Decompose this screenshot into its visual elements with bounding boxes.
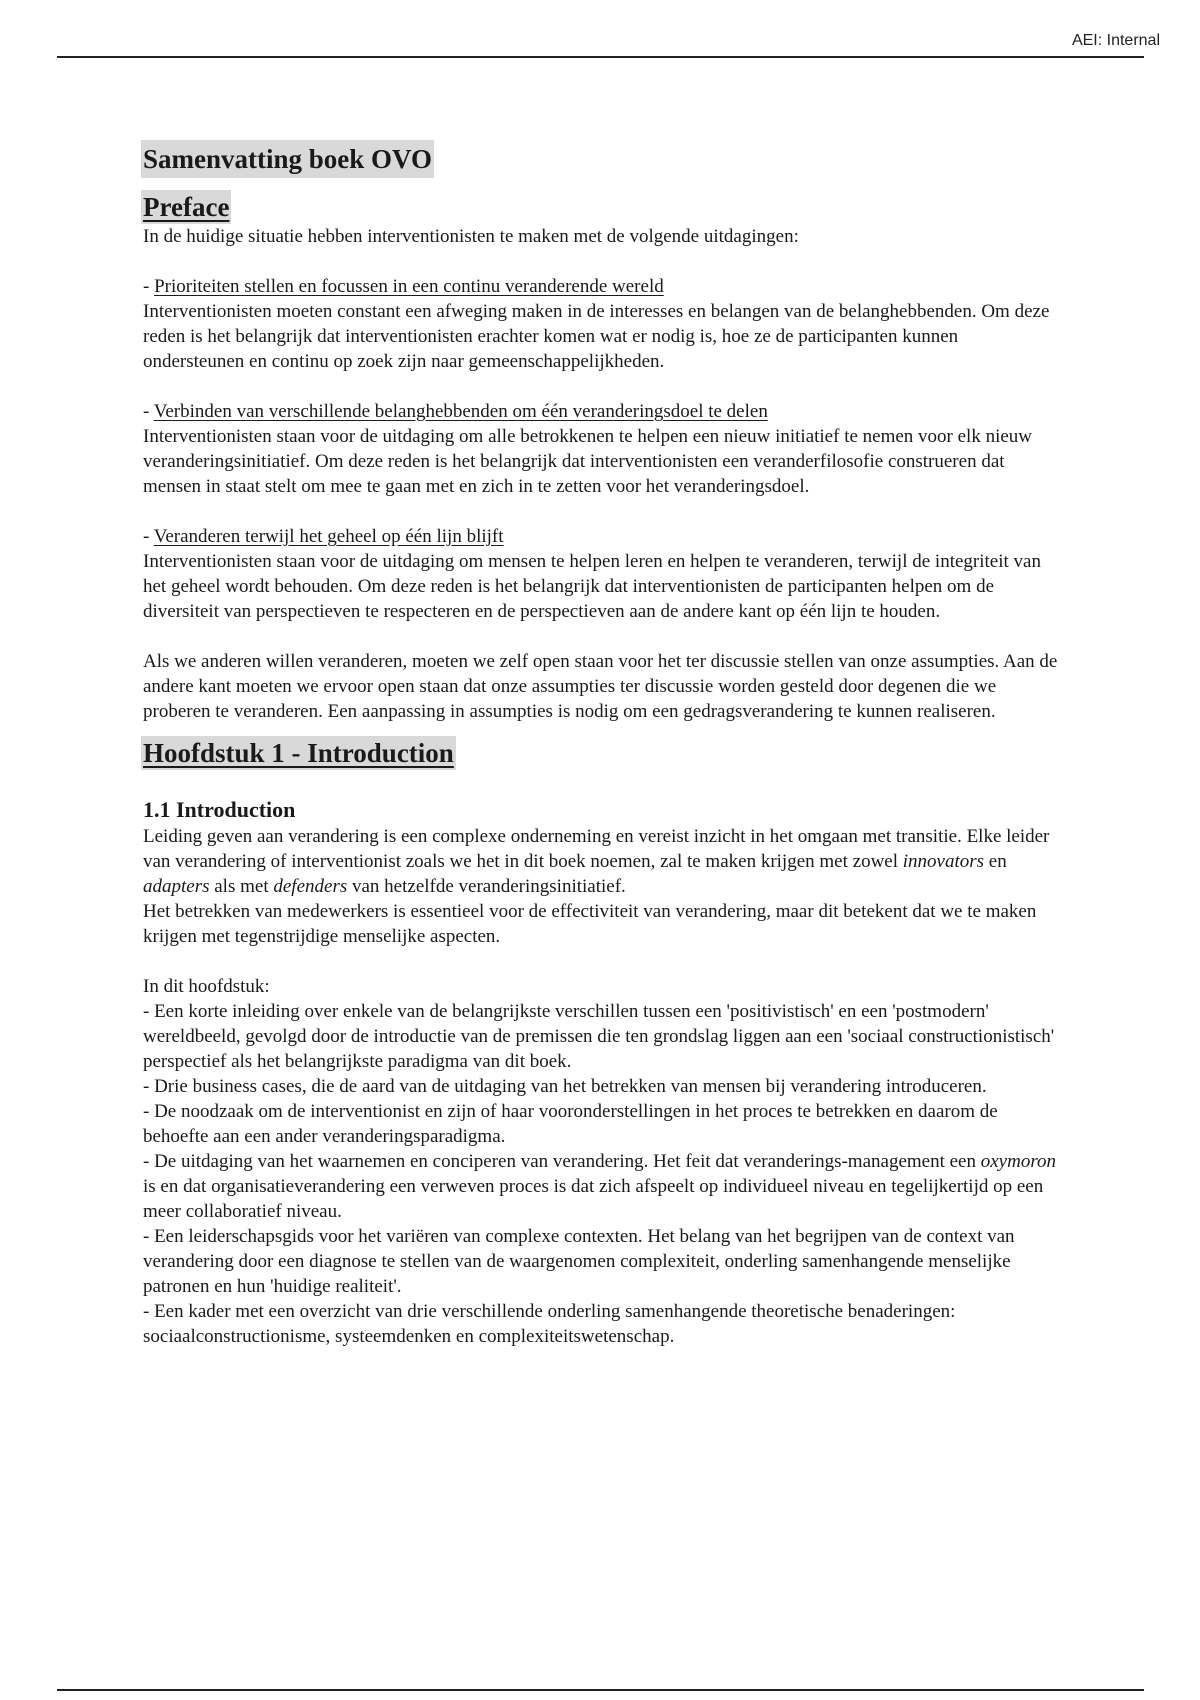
header-divider [57,56,1144,58]
preface-heading: Preface [143,192,230,222]
challenge-2-dash: - [143,401,154,422]
challenge-2 [143,399,1063,499]
p1-text-end: van hetzelfde veranderingsinitiatief. [347,876,626,897]
section-1-1-paragraph-1 [143,824,1063,899]
p1-text-als: als met [209,876,274,897]
p1-text-a: Leiding geven aan verandering is een complexe onderneming en vereist inzicht in het omgaan met transitie. Elke leider van verandering of interventionist zoals we het in dit boek noemen, zal te maken krijgen met zowel [143,826,1050,872]
document-title-wrap [143,140,1063,190]
challenge-3 [143,524,1063,624]
challenge-3-dash: - [143,526,154,547]
list-item: - Drie business cases, die de aard van de uitdaging van het betrekken van mensen bij verandering introduceren. [143,1076,987,1097]
challenge-2-title: Verbinden van verschillende belanghebbenden om één veranderingsdoel te delen [153,401,768,422]
challenge-3-text: Interventionisten staan voor de uitdaging om mensen te helpen leren en helpen te veranderen, terwijl de integriteit van het geheel wordt behouden. Om deze reden is het belangrijk dat interventionisten de participanten helpen om de diversiteit van perspectieven te respecteren en de perspectieven aan de andere kant op één lijn te houden. [143,551,1041,622]
footer-divider [57,1689,1144,1691]
challenge-1-title: Prioriteiten stellen en focussen in een continu veranderende wereld [154,276,664,297]
classification-label: AEI: Internal [1071,32,1160,49]
item4-text-a: - De uitdaging van het waarnemen en conciperen van verandering. Het feit dat veranderings-management een [143,1151,981,1172]
preface-closing: Als we anderen willen veranderen, moeten we zelf open staan voor het ter discussie stellen van onze assumpties. Aan de andere kant moeten we ervoor open staan dat onze assumpties ter discussie worden gesteld door degenen die we proberen te veranderen. Een aanpassing in assumpties is nodig om een gedragsverandering te kunnen realiseren. [143,651,1058,722]
challenge-3-title: Veranderen terwijl het geheel op één lijn blijft [153,526,504,547]
document-title: Samenvatting boek OVO [141,140,434,178]
list-item: - Een leiderschapsgids voor het variëren van complexe contexten. Het belang van het begrijpen van de context van verandering door een diagnose te stellen van de waargenomen complexiteit, onderling samenhangende menselijke patronen en hun 'huidige realiteit'. [143,1226,1015,1297]
challenge-1-dash: - [143,276,155,297]
challenge-2-text: Interventionisten staan voor de uitdaging om alle betrokkenen te helpen een nieuw initiatief te nemen voor elk nieuw veranderingsinitiatief. Om deze reden is het belangrijk dat interventionisten een veranderfilosofie construeren dat mensen in staat stelt om mee te gaan met en zich in te zetten voor het veranderingsdoel. [143,426,1033,497]
term-oxymoron: oxymoron [980,1151,1057,1172]
item4-text-b: is en dat organisatieverandering een verweven proces is dat zich afspeelt op individueel niveau en tegelijkertijd op een meer collaboratief niveau. [143,1176,1044,1222]
term-defenders: defenders [273,876,348,897]
document-body [143,140,1063,1349]
list-item [143,1149,1063,1224]
list-item: - Een korte inleiding over enkele van de belangrijkste verschillen tussen een 'positivistisch' en een 'postmodern' wereldbeeld, gevolgd door de introductie van de premissen die ten grondslag liggen aan een 'sociaal constructionistisch' perspectief als het belangrijkste paradigma van dit boek. [143,1001,1055,1072]
term-innovators: innovators [902,851,985,872]
chapter-list-intro: In dit hoofdstuk: [143,976,270,997]
chapter-1-heading: Hoofdstuk 1 - Introduction [143,738,454,768]
chapter-1-section [143,736,1063,1349]
preface-intro: In de huidige situatie hebben interventionisten te maken met de volgende uitdagingen: [143,226,799,247]
list-item: - Een kader met een overzicht van drie verschillende onderling samenhangende theoretische benaderingen: sociaalconstructionisme, systeemdenken en complexiteitswetenschap. [143,1301,956,1347]
challenge-1-text: Interventionisten moeten constant een afweging maken in de interesses en belangen van de belanghebbenden. Om deze reden is het belangrijk dat interventionisten erachter komen wat er nodig is, hoe ze de participanten kunnen ondersteunen en continu op zoek zijn naar gemeenschappelijkheden. [143,301,1050,372]
section-1-1-heading: 1.1 Introduction [143,797,296,822]
list-item: - De noodzaak om de interventionist en zijn of haar vooronderstellingen in het proces te betrekken en daarom de behoefte aan een ander veranderingsparadigma. [143,1101,998,1147]
p1-text-en: en [984,851,1007,872]
section-1-1-paragraph-2: Het betrekken van medewerkers is essentieel voor de effectiviteit van verandering, maar dit betekent dat we te maken krijgen met tegenstrijdige menselijke aspecten. [143,901,1037,947]
challenge-1 [143,274,1063,374]
term-adapters: adapters [143,876,210,897]
preface-section [143,190,1063,724]
